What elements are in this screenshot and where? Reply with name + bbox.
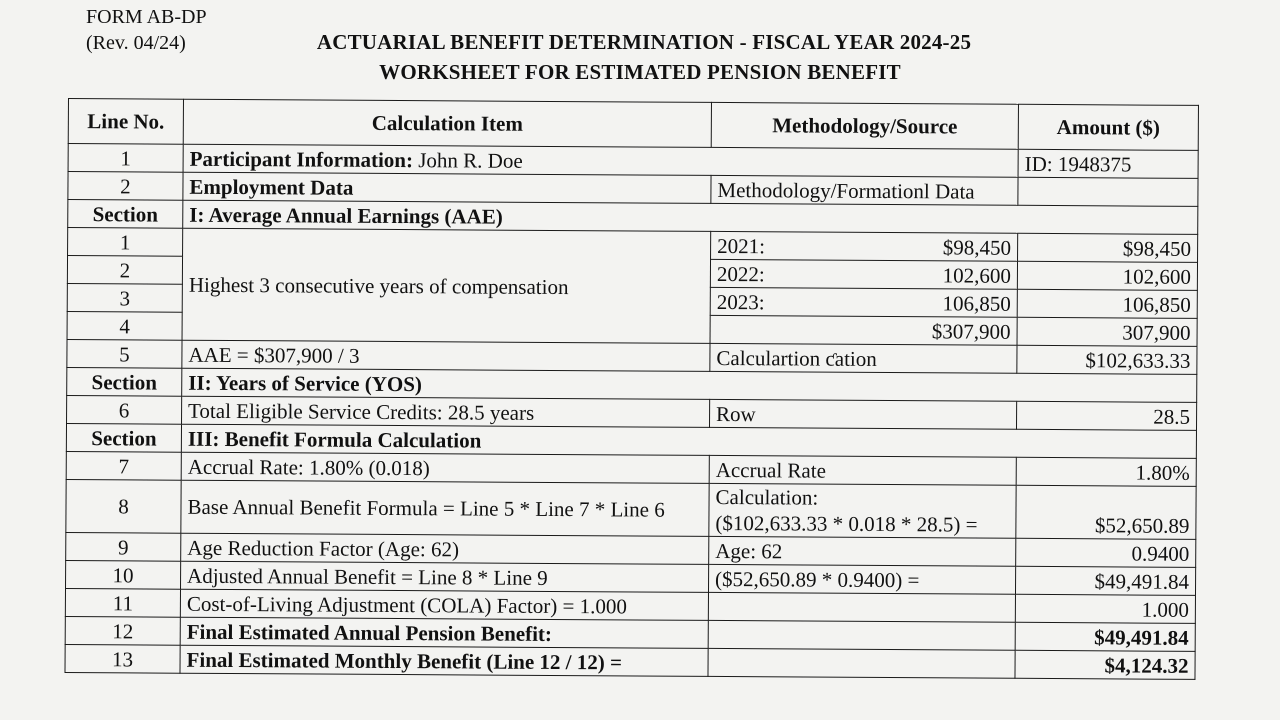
method-value: $98,450 <box>942 234 1012 260</box>
calc-item: Base Annual Benefit Formula = Line 5 * Line 7 * Line 6 <box>181 480 709 536</box>
line-number: 5 <box>67 339 182 368</box>
method-source <box>710 287 1017 317</box>
form-code: FORM AB-DP <box>86 6 207 28</box>
amount-cell: 28.5 <box>1016 401 1196 430</box>
table-header-row <box>68 99 1198 151</box>
line-number: 9 <box>66 532 181 561</box>
amount-cell <box>1018 177 1198 206</box>
method-source: ($52,650.89 * 0.9400) = <box>708 564 1015 594</box>
section-label: Section <box>68 200 183 229</box>
line-number: 11 <box>65 588 180 617</box>
calc-item: Highest 3 consecutive years of compensation <box>182 228 711 343</box>
method-value: 102,600 <box>942 262 1012 288</box>
method-line-1: Calculation: <box>715 484 819 510</box>
line-number: 12 <box>65 616 180 645</box>
participant-label: Participant Information: <box>189 146 414 172</box>
method-source <box>708 620 1015 650</box>
worksheet-table <box>64 98 1198 680</box>
form-subtitle: WORKSHEET FOR ESTIMATED PENSION BENEFIT <box>379 60 901 84</box>
method-year: 2023: <box>716 289 765 314</box>
participant-name: John R. Doe <box>412 147 523 173</box>
amount-cell: $52,650.89 <box>1016 485 1196 539</box>
line-number: 10 <box>66 560 181 589</box>
method-source <box>711 231 1018 261</box>
method-source: Row <box>709 399 1016 429</box>
method-year: 2022: <box>716 261 765 286</box>
line-number: 7 <box>66 451 181 480</box>
calc-item: Total Eligible Service Credits: 28.5 years <box>182 396 710 427</box>
calc-item: Accrual Rate: 1.80% (0.018) <box>181 452 709 483</box>
calc-item: Age Reduction Factor (Age: 62) <box>181 533 709 564</box>
calc-item: Final Estimated Monthly Benefit (Line 12 / 12) = <box>180 645 708 676</box>
column-header-line: Line No. <box>68 99 183 145</box>
line-number: 1 <box>68 228 183 257</box>
method-year: 2021: <box>717 233 766 258</box>
amount-cell: $4,124.32 <box>1015 650 1195 679</box>
table-row <box>66 479 1196 539</box>
method-source <box>709 483 1016 538</box>
calc-item: Adjusted Annual Benefit = Line 8 * Line 9 <box>181 561 709 592</box>
column-header-amount: Amount ($) <box>1018 104 1198 150</box>
form-title: ACTUARIAL BENEFIT DETERMINATION - FISCAL YEAR 2024-25 <box>316 30 972 54</box>
method-source: Age: 62 <box>709 536 1016 566</box>
table-row <box>68 228 1198 263</box>
amount-cell: 307,900 <box>1017 317 1197 346</box>
method-total: $307,900 <box>710 315 1017 345</box>
line-number: 6 <box>67 395 182 424</box>
line-number: 4 <box>67 311 182 340</box>
method-line-2: ($102,633.33 * 0.018 * 28.5) = <box>715 510 978 537</box>
amount-cell: 106,850 <box>1017 289 1197 318</box>
section-title: II: Years of Service (YOS) <box>182 368 1197 402</box>
line-number: 13 <box>65 644 180 673</box>
section-title: III: Benefit Formula Calculation <box>181 424 1196 458</box>
amount-cell: 0.9400 <box>1016 538 1196 567</box>
line-number: 2 <box>68 172 183 201</box>
amount-cell: $49,491.84 <box>1015 622 1195 651</box>
calc-item: AAE = $307,900 / 3 <box>182 340 710 371</box>
section-label: Section <box>66 423 181 452</box>
line-number: 8 <box>66 479 181 533</box>
calc-item: Final Estimated Annual Pension Benefit: <box>180 617 708 648</box>
amount-cell: $98,450 <box>1018 233 1198 262</box>
method-source <box>708 592 1015 622</box>
method-value: 106,850 <box>942 290 1011 316</box>
amount-cell: $49,491.84 <box>1015 566 1195 595</box>
line-number: 2 <box>67 256 182 285</box>
method-source <box>710 259 1017 289</box>
amount-cell: 1.80% <box>1016 457 1196 486</box>
calc-item: Cost-of-Living Adjustment (COLA) Factor) = 1.000 <box>180 589 708 620</box>
column-header-method: Methodology/Source <box>711 102 1018 149</box>
amount-cell: 102,600 <box>1017 261 1197 290</box>
line-number: 3 <box>67 283 182 312</box>
method-source: Accrual Rate <box>709 455 1016 485</box>
method-source <box>708 648 1015 678</box>
form-revision: (Rev. 04/24) <box>86 32 186 54</box>
column-header-item: Calculation Item <box>183 99 711 147</box>
section-title: I: Average Annual Earnings (AAE) <box>183 200 1198 234</box>
method-source: Methodology/Formationl Data <box>711 175 1018 205</box>
amount-cell: $102,633.33 <box>1017 345 1197 374</box>
table-row <box>65 644 1195 679</box>
calc-item: Employment Data <box>183 172 711 203</box>
section-label: Section <box>67 367 182 396</box>
participant-id: ID: 1948375 <box>1018 149 1198 178</box>
line-number: 1 <box>68 144 183 173</box>
amount-cell: 1.000 <box>1015 594 1195 623</box>
method-source: Calculartion ƈation <box>710 343 1017 373</box>
